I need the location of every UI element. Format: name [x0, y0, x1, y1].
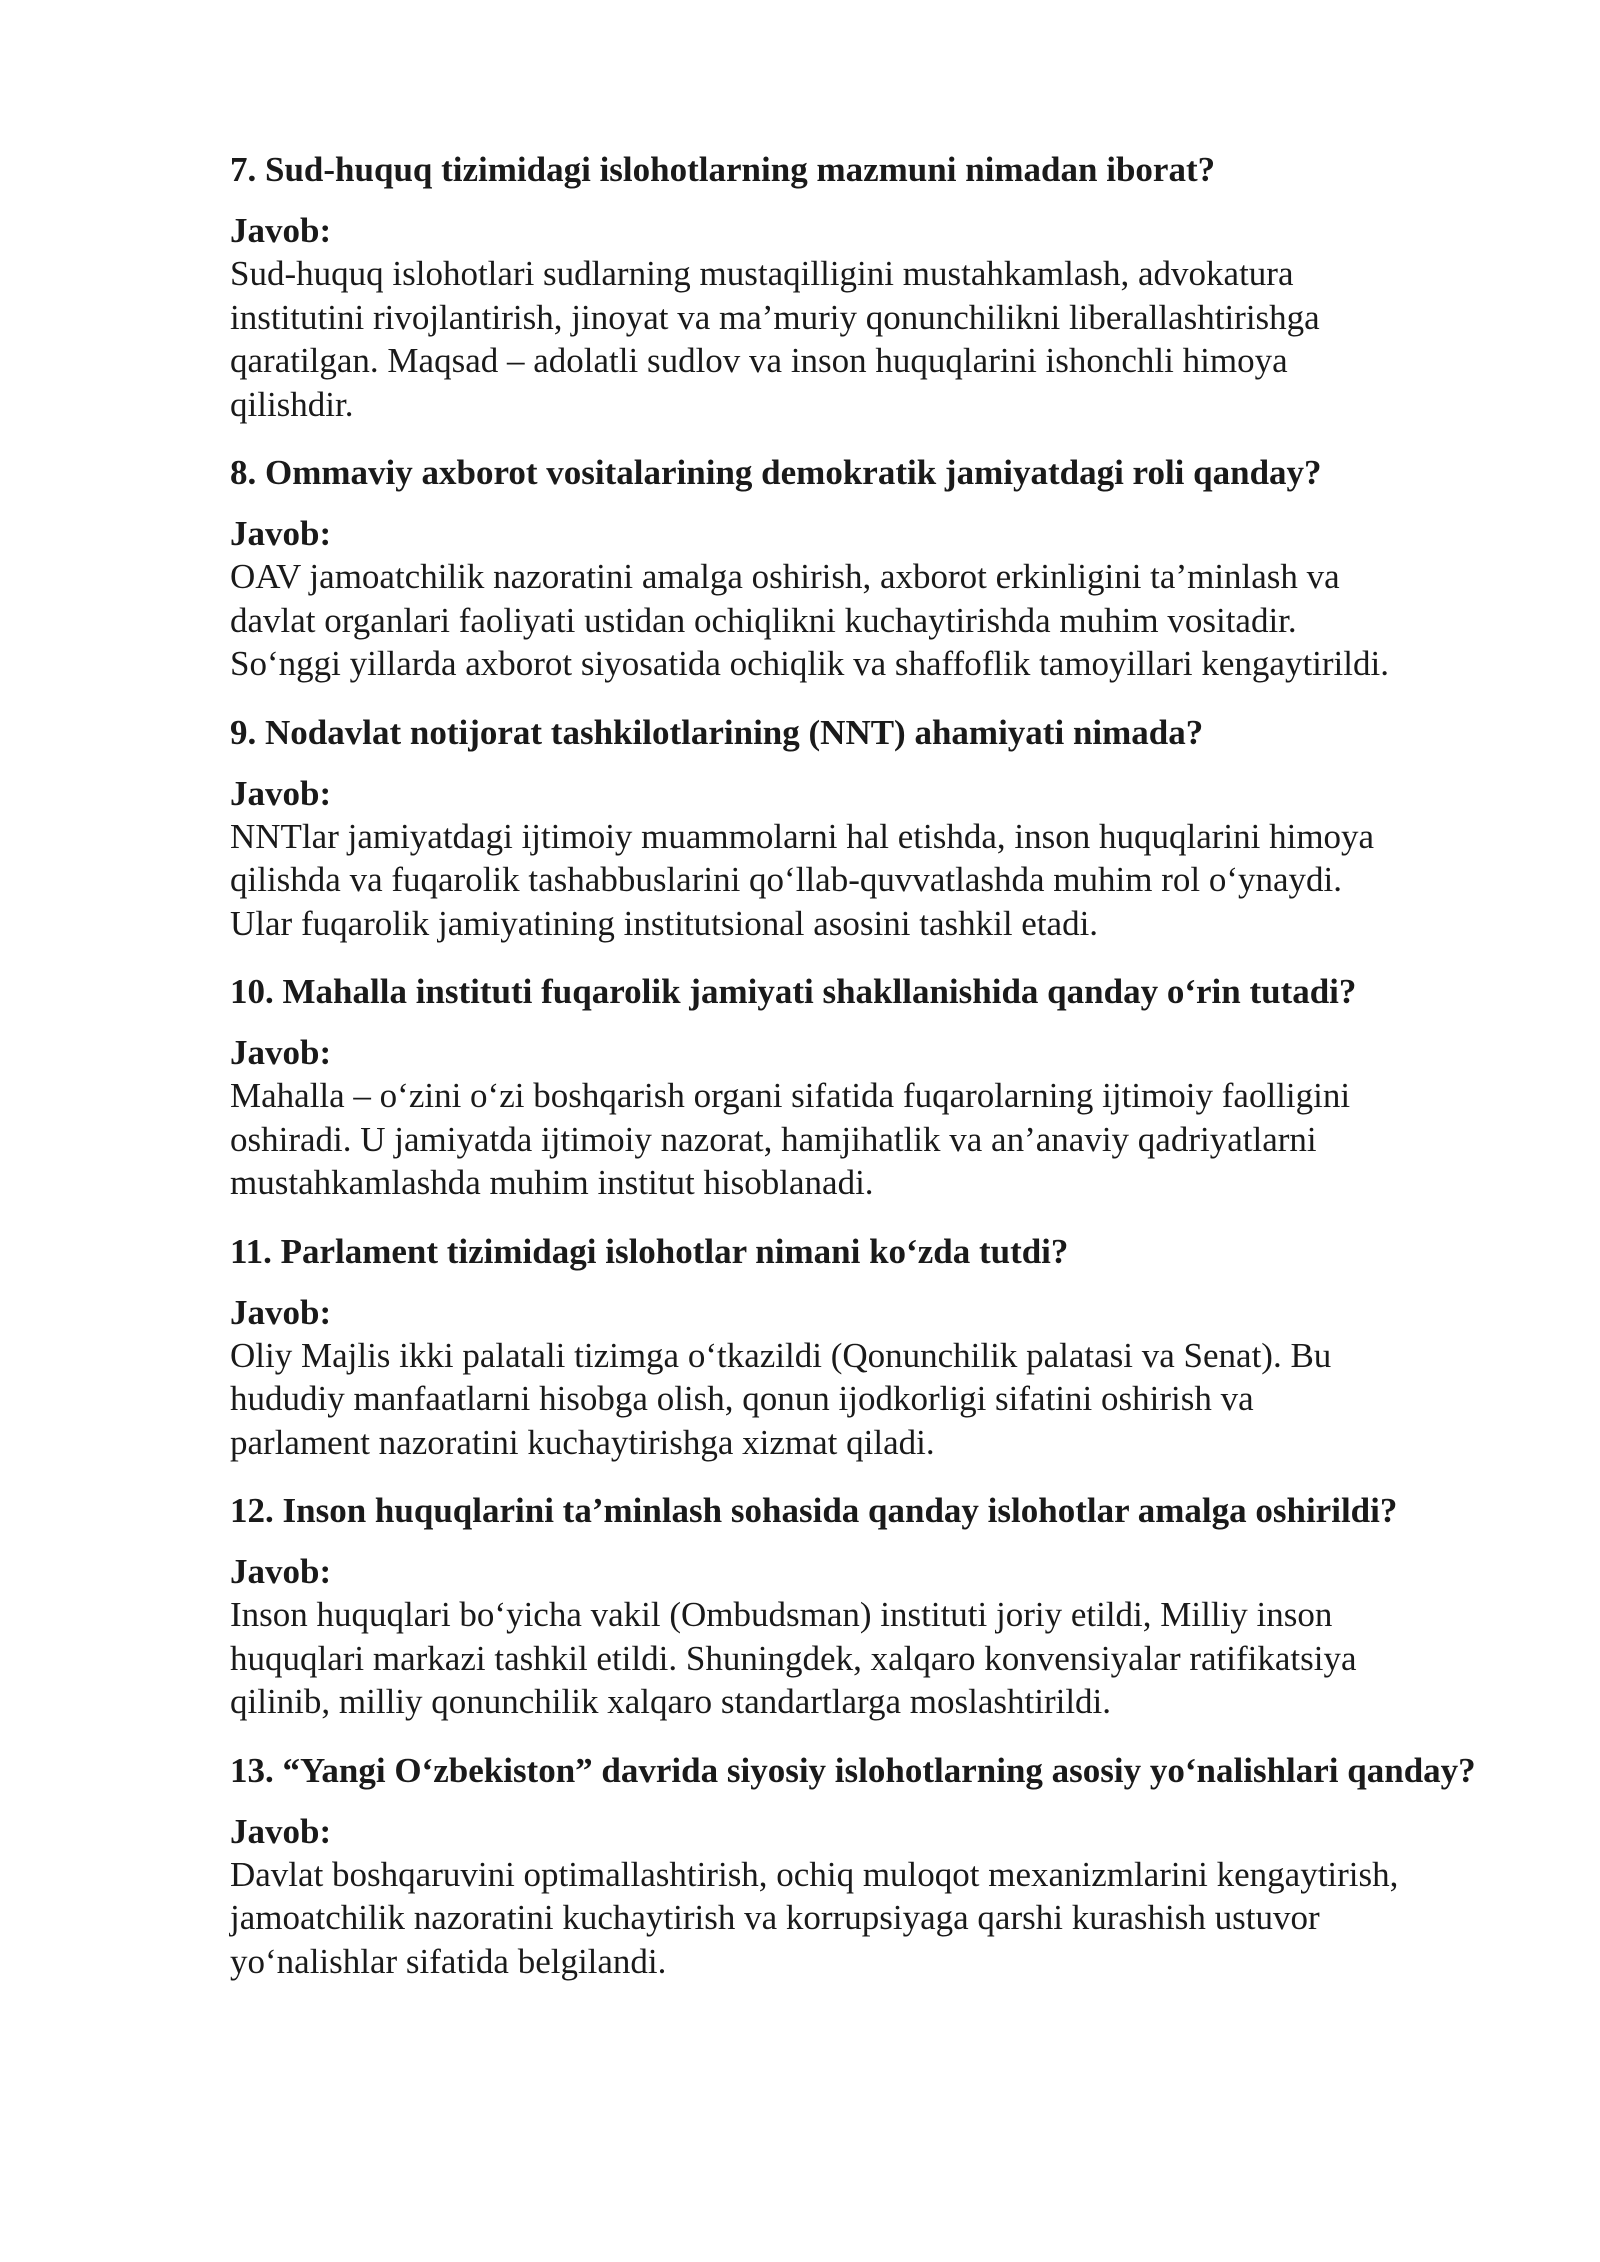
answer-label: Javob:	[230, 514, 332, 553]
qa-item-9	[230, 711, 1530, 946]
answer-line: qilishdir.	[230, 384, 354, 424]
answer-text	[230, 1593, 1530, 1724]
qa-item-12	[230, 1489, 1530, 1724]
answer-text	[230, 555, 1530, 686]
answer-line: Davlat boshqaruvini optimallashtirish, ochiq muloqot mexanizmlarini kengaytirish,	[230, 1854, 1399, 1894]
question-heading: 12. Inson huquqlarini ta’minlash sohasida qanday islohotlar amalga oshirildi?	[230, 1491, 1398, 1530]
question-heading: 11. Parlament tizimidagi islohotlar nimani ko‘zda tutdi?	[230, 1231, 1069, 1271]
answer-line: Ular fuqarolik jamiyatining institutsional asosini tashkil etadi.	[230, 903, 1099, 943]
answer-line: parlament nazoratini kuchaytirishga xizmat qiladi.	[230, 1422, 935, 1462]
answer-label: Javob:	[230, 1552, 332, 1591]
answer-label: Javob:	[230, 1033, 332, 1072]
answer-line: So‘nggi yillarda axborot siyosatida ochiqlik va shaffoflik tamoyillari kengaytirildi.	[230, 644, 1389, 683]
answer-line: Inson huquqlari bo‘yicha vakil (Ombudsman) instituti joriy etildi, Milliy inson	[230, 1595, 1333, 1634]
answer-line: mustahkamlashda muhim institut hisoblanadi.	[230, 1163, 874, 1202]
question-heading: 13. “Yangi O‘zbekiston” davrida siyosiy islohotlarning asosiy yo‘nalishlari qanday?	[230, 1750, 1476, 1790]
answer-line: Sud-huquq islohotlari sudlarning mustaqilligini mustahkamlash, advokatura	[230, 254, 1294, 293]
answer-line: qilinib, milliy qonunchilik xalqaro standartlarga moslashtirildi.	[230, 1682, 1112, 1721]
answer-line: qilishda va fuqarolik tashabbuslarini qo‘llab-quvvatlashda muhim rol o‘ynaydi.	[230, 860, 1342, 899]
answer-label: Javob:	[230, 211, 332, 250]
document-page	[230, 148, 1530, 2008]
answer-label: Javob:	[230, 1292, 332, 1332]
qa-item-13	[230, 1749, 1530, 1984]
qa-item-11	[230, 1230, 1530, 1465]
qa-item-8	[230, 451, 1530, 686]
answer-line: yo‘nalishlar sifatida belgilandi.	[230, 1941, 667, 1981]
answer-line: davlat organlari faoliyati ustidan ochiqlikni kuchaytirishda muhim vositadir.	[230, 600, 1297, 640]
answer-line: oshiradi. U jamiyatda ijtimoiy nazorat, hamjihatlik va an’anaviy qadriyatlarni	[230, 1119, 1317, 1159]
answer-line: institutini rivojlantirish, jinoyat va ma’muriy qonunchilikni liberallashtirishga	[230, 297, 1320, 337]
answer-text	[230, 815, 1530, 946]
answer-line: qaratilgan. Maqsad – adolatli sudlov va inson huquqlarini ishonchli himoya	[230, 341, 1288, 380]
question-heading: 10. Mahalla instituti fuqarolik jamiyati shakllanishida qanday o‘rin tutadi?	[230, 972, 1357, 1011]
answer-label: Javob:	[230, 1811, 332, 1851]
qa-item-7	[230, 148, 1530, 426]
answer-line: Mahalla – o‘zini o‘zi boshqarish organi sifatida fuqarolarning ijtimoiy faolligini	[230, 1076, 1351, 1115]
question-heading: 7. Sud-huquq tizimidagi islohotlarning mazmuni nimadan iborat?	[230, 150, 1216, 189]
answer-line: hududiy manfaatlarni hisobga olish, qonun ijodkorligi sifatini oshirish va	[230, 1379, 1254, 1418]
question-heading: 8. Ommaviy axborot vositalarining demokratik jamiyatdagi roli qanday?	[230, 453, 1322, 492]
answer-text	[230, 1334, 1530, 1465]
answer-line: NNTlar jamiyatdagi ijtimoiy muammolarni hal etishda, inson huquqlarini himoya	[230, 816, 1375, 856]
question-heading: 9. Nodavlat notijorat tashkilotlarining (NNT) ahamiyati nimada?	[230, 712, 1204, 752]
answer-text	[230, 1853, 1530, 1984]
answer-line: jamoatchilik nazoratini kuchaytirish va korrupsiyaga qarshi kurashish ustuvor	[230, 1898, 1320, 1937]
answer-line: huquqlari markazi tashkil etildi. Shuningdek, xalqaro konvensiyalar ratifikatsiya	[230, 1638, 1357, 1678]
answer-text	[230, 252, 1530, 426]
answer-line: OAV jamoatchilik nazoratini amalga oshirish, axborot erkinligini ta’minlash va	[230, 557, 1340, 596]
qa-item-10	[230, 970, 1530, 1205]
answer-line: Oliy Majlis ikki palatali tizimga o‘tkazildi (Qonunchilik palatasi va Senat). Bu	[230, 1335, 1332, 1375]
answer-label: Javob:	[230, 773, 332, 813]
answer-text	[230, 1074, 1530, 1205]
